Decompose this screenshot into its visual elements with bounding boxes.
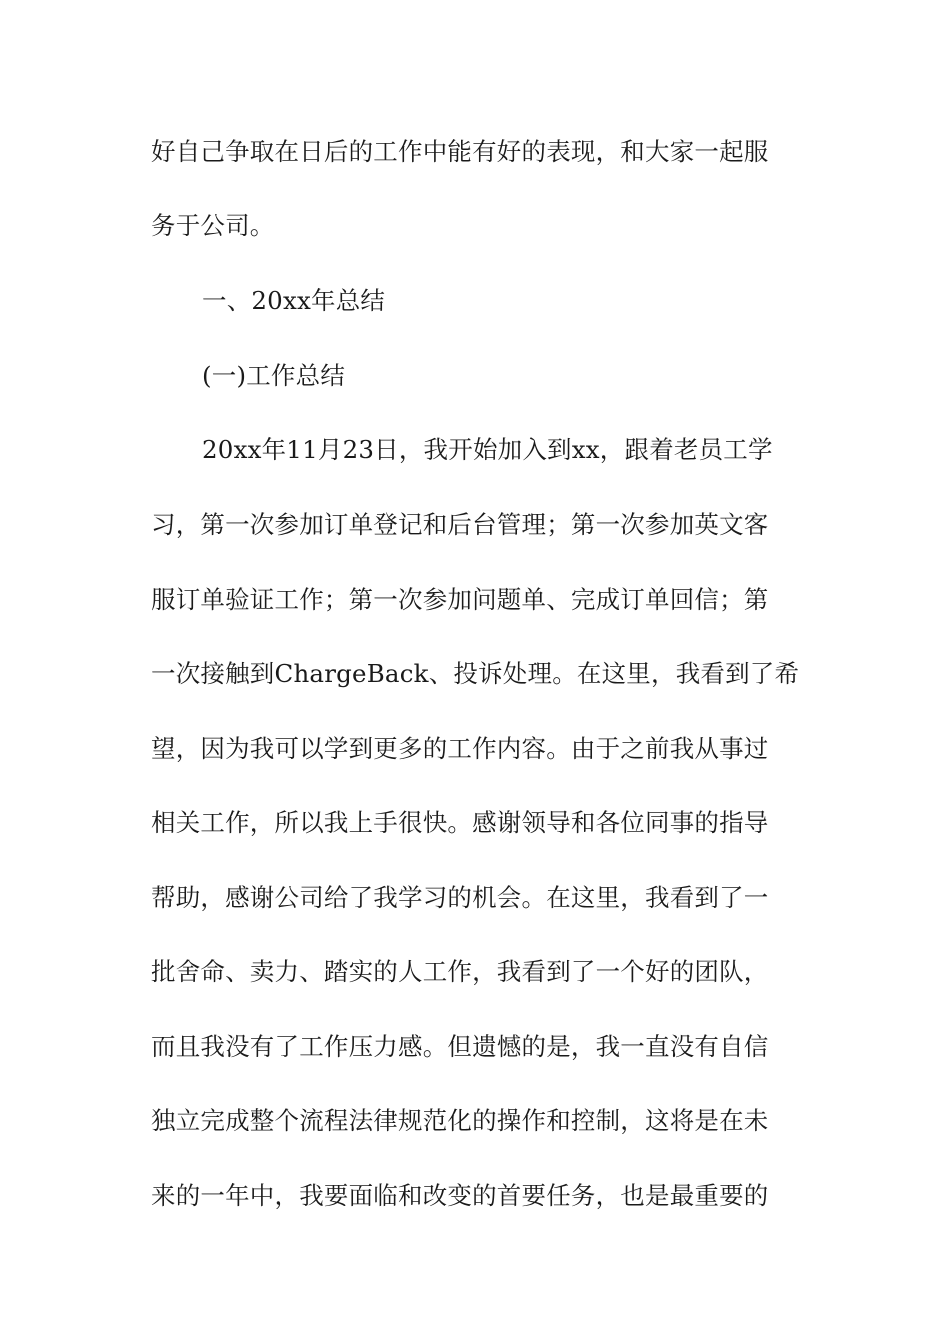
body-text-line: 批舍命、卖力、踏实的人工作，我看到了一个好的团队，	[151, 957, 769, 986]
body-text-line: 帮助，感谢公司给了我学习的机会。在这里，我看到了一	[151, 883, 769, 912]
body-text-line: 望，因为我可以学到更多的工作内容。由于之前我从事过	[151, 734, 769, 763]
body-text-line: 一次接触到ChargeBack、投诉处理。在这里，我看到了希	[151, 659, 800, 688]
body-text-line: 服订单验证工作；第一次参加问题单、完成订单回信；第	[151, 585, 769, 614]
body-text-line: 好自己争取在日后的工作中能有好的表现，和大家一起服	[151, 137, 769, 166]
body-text-line: 独立完成整个流程法律规范化的操作和控制，这将是在未	[151, 1106, 769, 1135]
section-heading: 一、20xx年总结	[202, 286, 386, 315]
body-text-line: 务于公司。	[151, 211, 275, 240]
body-text-line: 而且我没有了工作压力感。但遗憾的是，我一直没有自信	[151, 1032, 769, 1061]
body-text-line: 习，第一次参加订单登记和后台管理；第一次参加英文客	[151, 510, 769, 539]
body-text-line: 来的一年中，我要面临和改变的首要任务，也是最重要的	[151, 1181, 769, 1210]
body-text-line: 相关工作，所以我上手很快。感谢领导和各位同事的指导	[151, 808, 769, 837]
body-text-line: 20xx年11月23日，我开始加入到xx，跟着老员工学	[202, 435, 773, 464]
subsection-heading: (一)工作总结	[202, 361, 346, 390]
